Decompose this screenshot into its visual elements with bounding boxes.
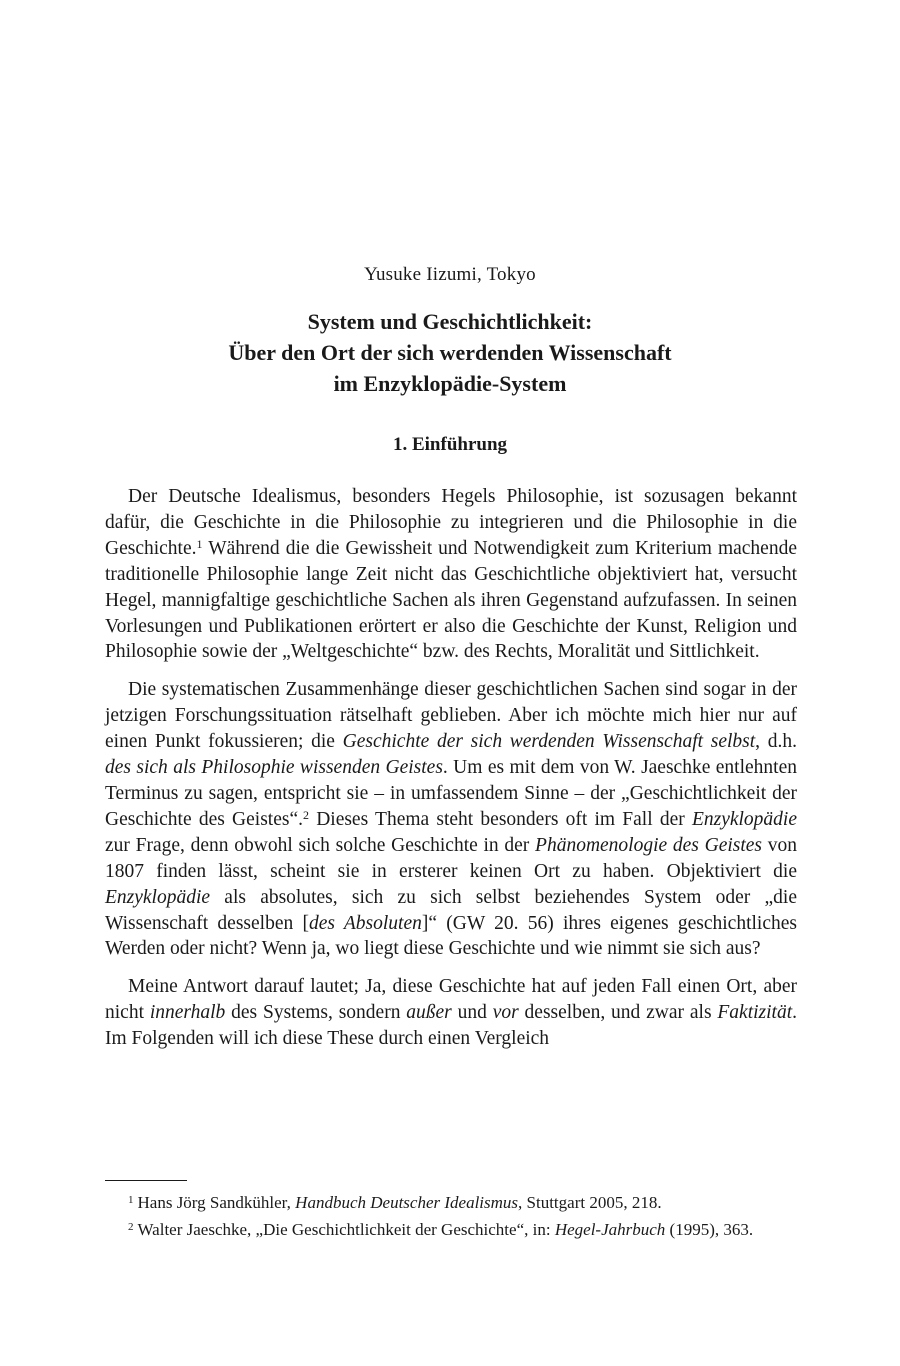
italic-run: Faktizität bbox=[717, 1002, 793, 1024]
italic-run: Geschichte der sich werdenden Wissenschaft selbst bbox=[342, 731, 756, 753]
italic-run: vor bbox=[492, 1002, 519, 1024]
text-run: . Um es mit dem von W. Jaeschke entlehnten Terminus zu sagen, entspricht sie – in umfassendem Sinne – der „Geschichtlichkeit der Geschichte des Geistes“. bbox=[105, 757, 797, 830]
italic-run: Hegel-Jahrbuch bbox=[554, 1219, 666, 1239]
italic-run: außer bbox=[406, 1002, 452, 1024]
article-title bbox=[0, 306, 900, 399]
text-run: Dieses Thema steht besonders oft im Fall der bbox=[308, 808, 692, 830]
text-run: zur Frage, denn obwohl sich solche Geschichte in der bbox=[105, 834, 536, 856]
italic-run: Enzyklopädie bbox=[691, 808, 797, 830]
title-line-3: im Enzyklopädie-System bbox=[333, 371, 567, 396]
italic-run: des sich als Philosophie wissenden Geistes bbox=[105, 757, 443, 779]
text-run: , Stuttgart 2005, 218. bbox=[518, 1193, 662, 1212]
text-run: als absolutes, sich zu sich selbst beziehendes System oder „die Wissenschaft desselben [ bbox=[105, 886, 797, 934]
text-run: . Im Folgenden will ich diese These durch einen Vergleich bbox=[105, 1002, 797, 1050]
footnote bbox=[105, 1219, 797, 1242]
title-line-2: Über den Ort der sich werdenden Wissenschaft bbox=[228, 340, 672, 365]
footnote-number: 1 bbox=[128, 1194, 134, 1206]
text-run: Walter Jaeschke, „Die Geschichtlichkeit der Geschichte“, in: bbox=[137, 1219, 555, 1239]
footnote bbox=[105, 1192, 797, 1215]
text-run: Hans Jörg Sandkühler, bbox=[137, 1193, 296, 1212]
text-run: desselben, und zwar als bbox=[518, 1002, 718, 1024]
text-run: Meine Antwort darauf lautet; Ja, diese Geschichte hat auf jeden Fall einen Ort, aber nicht bbox=[105, 976, 797, 1024]
text-run: Die systematischen Zusammenhänge dieser geschichtlichen Sachen sind sogar in der jetzigen Forschungssituation rätselhaft geblieben. Aber ich möchte mich hier nur auf einen Punkt fokussieren; die bbox=[105, 679, 797, 753]
text-run: Der Deutsche Idealismus, besonders Hegels Philosophie, ist sozusagen bekannt dafür, die Geschichte in die Philosophie zu integrieren und die Philosophie in die Geschichte. bbox=[105, 486, 797, 559]
section-heading: 1. Einführung bbox=[392, 434, 508, 455]
paragraph bbox=[105, 677, 797, 962]
text-run: (1995), 363. bbox=[665, 1219, 754, 1239]
text-run: , d.h. bbox=[755, 731, 797, 753]
italic-run: innerhalb bbox=[149, 1002, 226, 1024]
paragraph bbox=[105, 974, 797, 1052]
body-text bbox=[105, 484, 797, 1052]
author-line: Yusuke Iizumi, Tokyo bbox=[364, 264, 536, 285]
italic-run: des Absoluten bbox=[308, 912, 422, 934]
text-run: Während die die Gewissheit und Notwendigkeit zum Kriterium machende traditionelle Philosophie lange Zeit nicht das Geschichtliche objektiviert hat, versucht Hegel, mannigfaltige geschichtliche Sachen als ihren Gegenstand aufzufassen. In seinen Vorlesungen und Publikationen erörtert er also die Geschichte der Kunst, Religion und Philosophie sowie der „Weltgeschichte“ bzw. des Rechts, Moralität und Sittlichkeit. bbox=[105, 537, 797, 663]
italic-run: Enzyklopädie bbox=[105, 886, 211, 908]
paragraph bbox=[105, 484, 797, 665]
italic-run: Phänomenologie des Geistes bbox=[535, 834, 763, 856]
text-run: des Systems, sondern bbox=[225, 1002, 407, 1024]
footnotes bbox=[105, 1192, 797, 1245]
footnote-ref: 2 bbox=[302, 807, 309, 822]
italic-run: Handbuch Deutscher Idealismus bbox=[295, 1193, 519, 1212]
footnote-separator bbox=[105, 1180, 187, 1181]
text-run: von 1807 finden lässt, scheint sie in ersterer keinen Ort zu haben. Objektiviert die bbox=[105, 834, 798, 882]
text-run: und bbox=[451, 1002, 493, 1024]
title-line-1: System und Geschichtlichkeit: bbox=[307, 309, 593, 334]
footnote-number: 2 bbox=[128, 1220, 134, 1233]
text-run: ]“ (GW 20. 56) ihres eigenes geschichtliches Werden oder nicht? Wenn ja, wo liegt diese Geschichte und wie nimmt sie sich aus? bbox=[105, 912, 797, 960]
footnote-ref: 1 bbox=[196, 536, 203, 551]
